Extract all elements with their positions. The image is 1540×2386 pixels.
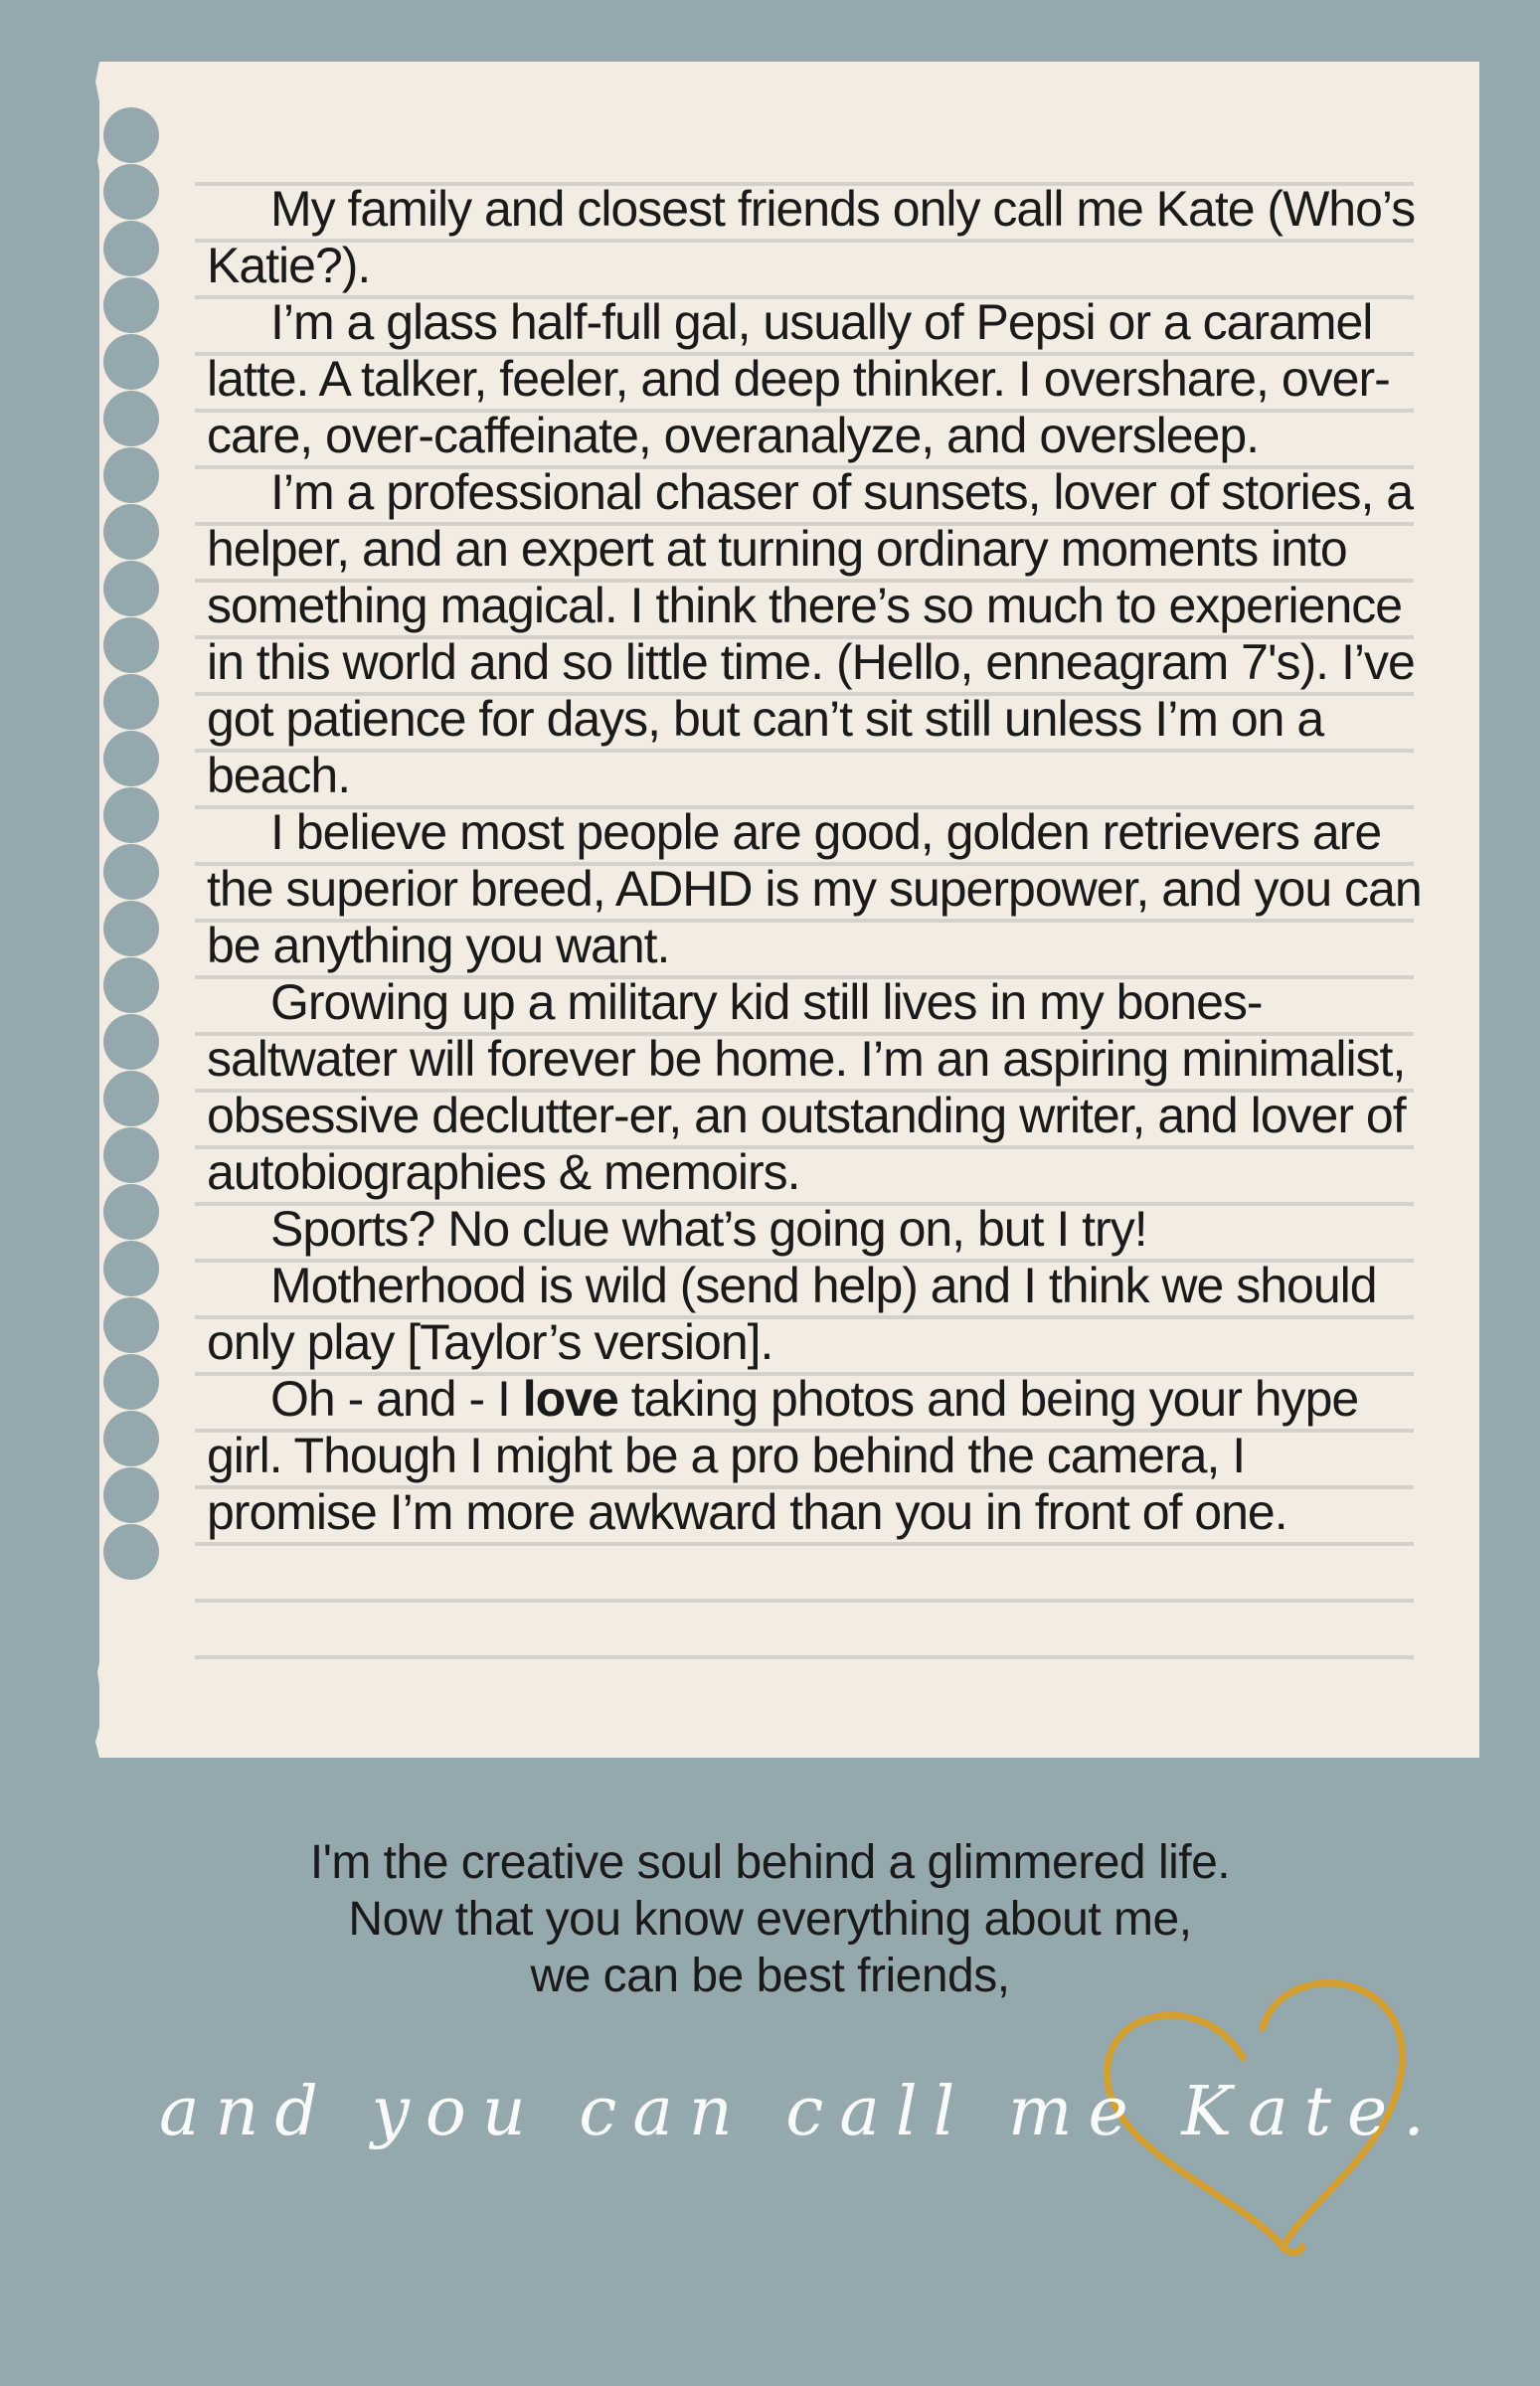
binder-hole bbox=[103, 1127, 159, 1183]
text-after: taking photos and being your hype girl. Though I might be a pro behind the camera, I promise I’m more awkward than you in front of one. bbox=[207, 1371, 1359, 1540]
paragraph: I’m a professional chaser of sunsets, lover of stories, a helper, and an expert at turning ordinary moments into something magical. I think there’s so much to experience in this world and so little time. (Hello, enneagram 7's). I’ve got patience for days, but can’t sit still unless I’m on a beach. bbox=[207, 464, 1415, 803]
about-text bbox=[207, 181, 1425, 1541]
ruled-line bbox=[195, 1599, 1414, 1603]
paragraph-last bbox=[207, 1371, 1425, 1541]
paragraph: Sports? No clue what’s going on, but I try! bbox=[270, 1201, 1147, 1257]
binder-hole bbox=[103, 731, 159, 786]
binder-hole bbox=[103, 107, 159, 163]
binder-hole bbox=[103, 901, 159, 956]
binder-hole bbox=[103, 447, 159, 503]
binder-hole bbox=[103, 1014, 159, 1070]
binder-hole bbox=[103, 617, 159, 673]
binder-hole bbox=[103, 221, 159, 276]
binder-hole bbox=[103, 504, 159, 560]
closing-line-1: I'm the creative soul behind a glimmered life. bbox=[309, 1836, 1231, 1889]
paragraph: I believe most people are good, golden retrievers are the superior breed, ADHD is my superpower, and you can be anything you want. bbox=[207, 804, 1422, 973]
closing-line-2: Now that you know everything about me, bbox=[348, 1893, 1192, 1946]
binder-hole bbox=[103, 561, 159, 616]
binder-hole bbox=[103, 957, 159, 1013]
closing-line-3: we can be best friends, bbox=[530, 1950, 1010, 2002]
ruled-line bbox=[195, 1655, 1414, 1659]
binder-hole bbox=[103, 1411, 159, 1466]
bold-love: love bbox=[522, 1371, 618, 1427]
paragraph: Growing up a military kid still lives in my bones- saltwater will forever be home. I’m an aspiring minimalist, obsessive declutter-er, an outstanding writer, and lover of autobiographies & memoirs. bbox=[207, 974, 1406, 1200]
binder-hole bbox=[103, 277, 159, 333]
binder-hole bbox=[103, 844, 159, 900]
binder-hole bbox=[103, 1184, 159, 1240]
binder-hole bbox=[103, 1354, 159, 1410]
paragraph: Motherhood is wild (send help) and I think we should only play [Taylor’s version]. bbox=[207, 1258, 1377, 1370]
script-signoff: and you can call me Kate. bbox=[159, 2073, 1441, 2151]
binder-hole bbox=[103, 1467, 159, 1523]
paragraph: My family and closest friends only call me Kate (Who’s Katie?). bbox=[207, 181, 1416, 293]
binder-hole bbox=[103, 787, 159, 843]
ruled-line bbox=[195, 1542, 1414, 1546]
binder-hole bbox=[103, 164, 159, 220]
binder-hole bbox=[103, 674, 159, 730]
text-before: Oh - and - I bbox=[270, 1371, 523, 1427]
paragraph: I’m a glass half-full gal, usually of Pepsi or a caramel latte. A talker, feeler, and deep thinker. I overshare, over-care, over-caffeinate, overanalyze, and oversleep. bbox=[207, 294, 1390, 463]
binder-hole bbox=[103, 334, 159, 390]
binder-hole bbox=[103, 1241, 159, 1296]
binder-hole bbox=[103, 1297, 159, 1353]
binder-hole bbox=[103, 1524, 159, 1580]
binder-hole bbox=[103, 391, 159, 446]
binder-hole bbox=[103, 1071, 159, 1126]
